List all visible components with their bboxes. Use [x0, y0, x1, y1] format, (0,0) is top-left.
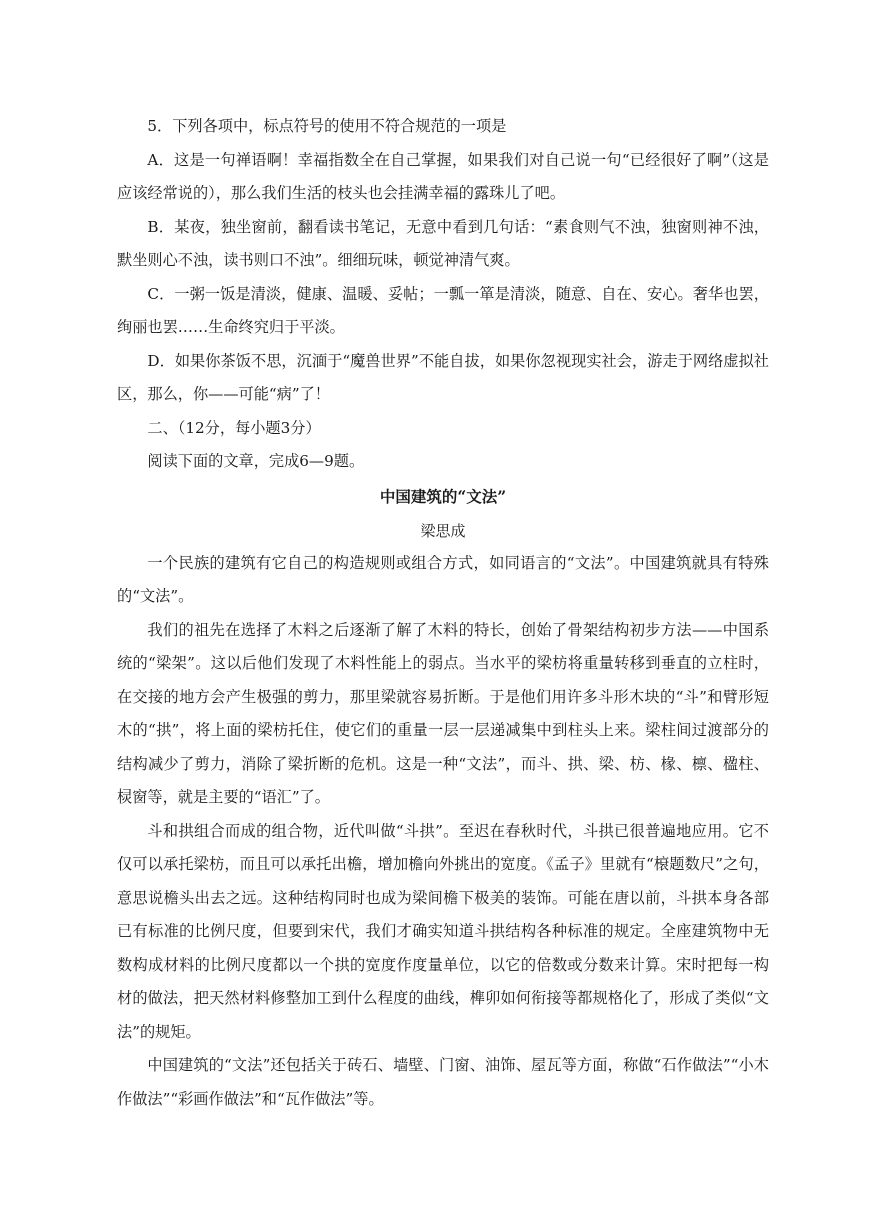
question-5-option-a: A．这是一句禅语啊！幸福指数全在自己掌握，如果我们对自己说一句“已经很好了啊”（这是应该经常说的），那么我们生活的枝头也会挂满幸福的露珠儿了吧。 — [117, 150, 769, 202]
question-5-option-b: B．某夜，独坐窗前，翻看读书笔记，无意中看到几句话：“素食则气不浊，独窗则神不浊，默坐则心不浊，读书则口不浊”。细细玩味，顿觉神清气爽。 — [117, 217, 769, 269]
article-author: 梁思成 — [420, 521, 466, 540]
article-paragraph-4: 中国建筑的“文法”还包括关于砖石、墙壁、门窗、油饰、屋瓦等方面，称做“石作做法”“小木作做法”“彩画作做法”和“瓦作做法”等。 — [117, 1056, 769, 1108]
section-2-instruction: 阅读下面的文章，完成6—9题。 — [147, 452, 365, 470]
question-5-option-c: C．一粥一饭是清淡，健康、温暖、妥帖；一瓢一箪是清淡，随意、自在、安心。奢华也罢，绚丽也罢……生命终究归于平淡。 — [117, 284, 769, 336]
article-paragraph-3: 斗和拱组合而成的组合物，近代叫做“斗拱”。至迟在春秋时代，斗拱已很普遍地应用。它不仅可以承托梁枋，而且可以承托出檐，增加檐向外挑出的宽度。《孟子》里就有“榱题数尺”之句，意思说檐头出去之远。这种结构同时也成为梁间檐下极美的装饰。可能在唐以前，斗拱本身各部已有标准的比例尺度，但要到宋代，我们才确实知道斗拱结构各种标准的规定。全座建筑物中无数构成材料的比例尺度都以一个拱的宽度作度量单位，以它的倍数或分数来计算。宋时把每一构材的做法，把天然材料修整加工到什么程度的曲线，榫卯如何衔接等都规格化了，形成了类似“文法”的规矩。 — [117, 821, 769, 1041]
document-page — [117, 110, 769, 1116]
article-paragraph-2: 我们的祖先在选择了木料之后逐渐了解了木料的特长，创始了骨架结构初步方法——中国系统的“梁架”。这以后他们发现了木料性能上的弱点。当水平的梁枋将重量转移到垂直的立柱时，在交接的地方会产生极强的剪力，那里梁就容易折断。于是他们用许多斗形木块的“斗”和臂形短木的“拱”，将上面的梁枋托住，使它们的重量一层一层递减集中到柱头上来。梁柱间过渡部分的结构减少了剪力，消除了梁折断的危机。这是一种“文法”，而斗、拱、梁、枋、椽、檩、楹柱、棂窗等，就是主要的“语汇”了。 — [117, 620, 769, 806]
question-5-option-d: D．如果你茶饭不思，沉湎于“魔兽世界”不能自拔，如果你忽视现实社会，游走于网络虚拟社区，那么，你——可能“病”了！ — [117, 351, 769, 403]
section-2-heading: 二、（12分，每小题3分） — [147, 418, 321, 437]
question-5-stem: 5．下列各项中，标点符号的使用不符合规范的一项是 — [147, 117, 507, 135]
article-title: 中国建筑的“文法” — [379, 486, 507, 506]
article-paragraph-1: 一个民族的建筑有它自己的构造规则或组合方式，如同语言的“文法”。中国建筑就具有特殊的“文法”。 — [117, 553, 769, 605]
